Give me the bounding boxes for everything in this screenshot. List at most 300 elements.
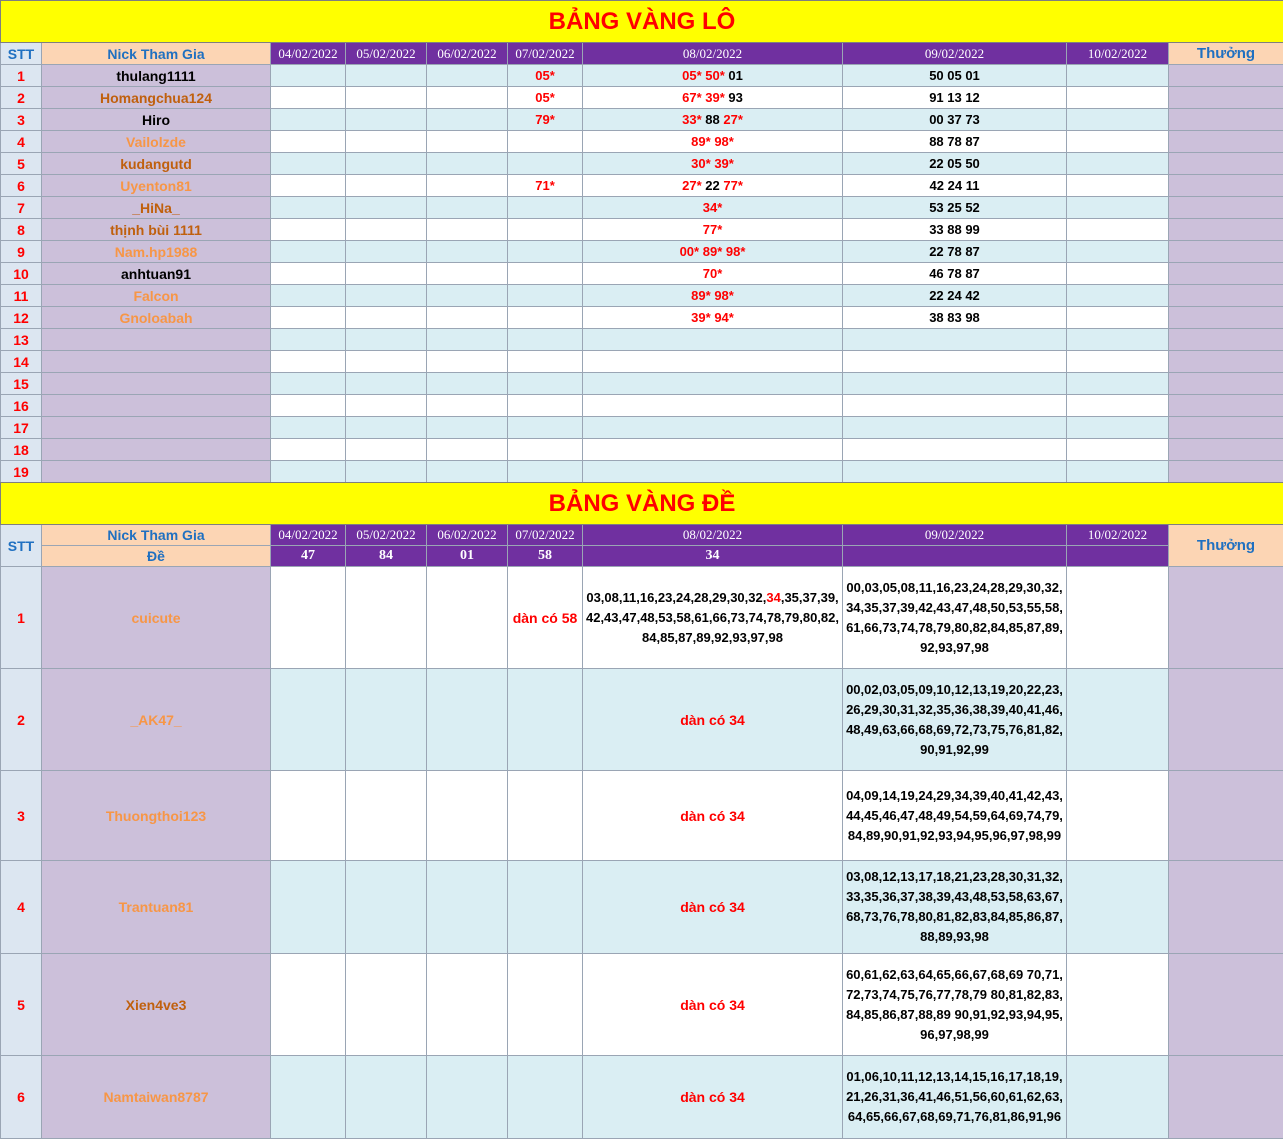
pick-cell [271, 241, 346, 263]
stt-cell: 18 [1, 439, 42, 461]
pick-cell [843, 417, 1067, 439]
pick-cell [346, 307, 427, 329]
table-row [1, 219, 1283, 241]
date-header: 09/02/2022 [843, 525, 1067, 546]
stt-cell: 14 [1, 351, 42, 373]
pick-cell [583, 461, 843, 483]
nick-cell: Hiro [42, 109, 271, 131]
nick-cell: Falcon [42, 285, 271, 307]
prize-cell [1169, 109, 1283, 131]
pick-cell [508, 241, 583, 263]
pick-number: 05* [682, 68, 702, 83]
pick-number: 98* [714, 288, 734, 303]
pick-cell [271, 417, 346, 439]
table-row [1, 417, 1283, 439]
pick-cell [271, 1056, 346, 1139]
pick-number: 01 [728, 68, 742, 83]
prize-header: Thưởng [1169, 43, 1283, 65]
pick-cell: dàn có 34 [583, 954, 843, 1056]
pick-cell [427, 219, 508, 241]
stt-cell: 6 [1, 175, 42, 197]
pick-cell [427, 1056, 508, 1139]
pick-cell [843, 461, 1067, 483]
pick-cell [1067, 219, 1169, 241]
pick-cell [508, 669, 583, 771]
nick-header: Nick Tham Gia [42, 43, 271, 65]
prize-cell [1169, 65, 1283, 87]
pick-number: 34* [703, 200, 723, 215]
pick-cell [271, 153, 346, 175]
pick-cell [1067, 461, 1169, 483]
pick-cell: 22 24 42 [843, 285, 1067, 307]
pick-list-cell: 04,09,14,19,24,29,34,39,40,41,42,43,44,45,46,47,48,49,54,59,64,69,74,79,84,89,90,91,92,93,94,95,96,97,98,99 [843, 771, 1067, 861]
de-result: 47 [271, 546, 346, 567]
date-header: 05/02/2022 [346, 525, 427, 546]
nick-cell: Trantuan81 [42, 861, 271, 954]
pick-cell [508, 175, 583, 197]
pick-number: 67* [682, 90, 702, 105]
pick-number: 05* [535, 90, 555, 105]
pick-number: 00* [680, 244, 700, 259]
prize-cell [1169, 861, 1283, 954]
stt-header: STT [1, 43, 42, 65]
pick-cell [346, 87, 427, 109]
pick-cell [346, 669, 427, 771]
pick-cell: 53 25 52 [843, 197, 1067, 219]
pick-cell [346, 395, 427, 417]
pick-cell: 91 13 12 [843, 87, 1067, 109]
prize-cell [1169, 197, 1283, 219]
nick-cell: thulang1111 [42, 65, 271, 87]
pick-number: 98* [726, 244, 746, 259]
pick-cell [1067, 285, 1169, 307]
pick-cell [427, 87, 508, 109]
pick-cell [427, 461, 508, 483]
pick-cell [346, 567, 427, 669]
pick-cell [583, 153, 843, 175]
pick-cell [1067, 373, 1169, 395]
pick-cell [1067, 351, 1169, 373]
pick-cell [427, 373, 508, 395]
prize-cell [1169, 175, 1283, 197]
prize-cell [1169, 153, 1283, 175]
pick-cell [508, 771, 583, 861]
pick-cell [346, 461, 427, 483]
stt-cell: 5 [1, 954, 42, 1056]
pick-cell [346, 771, 427, 861]
nick-cell: thịnh bùi 1111 [42, 219, 271, 241]
de-header: Đề [42, 546, 271, 567]
date-header: 07/02/2022 [508, 43, 583, 65]
pick-cell [427, 395, 508, 417]
pick-cell [1067, 395, 1169, 417]
pick-number: 50* [705, 68, 725, 83]
pick-cell [1067, 109, 1169, 131]
pick-cell: 42 24 11 [843, 175, 1067, 197]
pick-number: ,35,37,39,42,43,47,48,53,58,61,66,73,74,78,79,80,82,84,85,87,89,92,93,97,98 [586, 590, 839, 645]
de-result: 84 [346, 546, 427, 567]
pick-number: 88 [705, 112, 719, 127]
pick-cell [427, 263, 508, 285]
de-result: 58 [508, 546, 583, 567]
pick-cell [508, 263, 583, 285]
pick-number: 93 [728, 90, 742, 105]
pick-cell [427, 153, 508, 175]
pick-cell [427, 439, 508, 461]
pick-cell [583, 417, 843, 439]
nick-cell: Vailolzde [42, 131, 271, 153]
date-header: 04/02/2022 [271, 525, 346, 546]
prize-cell [1169, 329, 1283, 351]
nick-cell: Thuongthoi123 [42, 771, 271, 861]
pick-cell [271, 285, 346, 307]
pick-cell [508, 1056, 583, 1139]
prize-cell [1169, 669, 1283, 771]
pick-cell [427, 417, 508, 439]
lo-title: BẢNG VÀNG LÔ [1, 1, 1283, 43]
nick-cell [42, 461, 271, 483]
pick-number: 27* [723, 112, 743, 127]
pick-list-cell: 01,06,10,11,12,13,14,15,16,17,18,19,21,26,31,36,41,46,51,56,60,61,62,63,64,65,66,67,68,69,71,76,81,86,91,96 [843, 1056, 1067, 1139]
pick-cell [271, 219, 346, 241]
table-row [1, 197, 1283, 219]
table-row [1, 109, 1283, 131]
prize-cell [1169, 1056, 1283, 1139]
prize-cell [1169, 307, 1283, 329]
date-header: 09/02/2022 [843, 43, 1067, 65]
pick-number: 77* [723, 178, 743, 193]
pick-cell [508, 65, 583, 87]
stt-cell: 6 [1, 1056, 42, 1139]
pick-cell: dàn có 58 [508, 567, 583, 669]
pick-cell [346, 417, 427, 439]
pick-cell [508, 109, 583, 131]
pick-number: 03,08,11,16,23,24,28,29,30,32, [586, 590, 766, 605]
date-header: 05/02/2022 [346, 43, 427, 65]
pick-cell [346, 131, 427, 153]
pick-cell [271, 395, 346, 417]
pick-cell [271, 131, 346, 153]
pick-cell [508, 307, 583, 329]
de-result: 34 [583, 546, 843, 567]
pick-number: 89* [691, 288, 711, 303]
pick-cell [1067, 153, 1169, 175]
pick-cell [583, 263, 843, 285]
pick-cell [427, 241, 508, 263]
pick-cell [346, 351, 427, 373]
pick-cell [1067, 771, 1169, 861]
prize-cell [1169, 771, 1283, 861]
pick-cell [271, 461, 346, 483]
pick-cell [1067, 307, 1169, 329]
prize-cell [1169, 87, 1283, 109]
stt-cell: 2 [1, 669, 42, 771]
nick-cell [42, 373, 271, 395]
pick-cell [508, 954, 583, 1056]
de-result [1067, 546, 1169, 567]
pick-cell [271, 439, 346, 461]
stt-cell: 10 [1, 263, 42, 285]
pick-cell [843, 395, 1067, 417]
stt-cell: 3 [1, 109, 42, 131]
pick-cell [346, 285, 427, 307]
pick-cell [271, 567, 346, 669]
pick-cell [843, 439, 1067, 461]
nick-header: Nick Tham Gia [42, 525, 271, 546]
pick-cell [346, 175, 427, 197]
de-result: 01 [427, 546, 508, 567]
pick-cell: dàn có 34 [583, 669, 843, 771]
pick-cell [271, 87, 346, 109]
pick-cell [583, 87, 843, 109]
pick-cell: 38 83 98 [843, 307, 1067, 329]
pick-cell [1067, 567, 1169, 669]
prize-cell [1169, 263, 1283, 285]
pick-cell [427, 131, 508, 153]
pick-cell [346, 373, 427, 395]
pick-number: 39* [705, 90, 725, 105]
date-header: 08/02/2022 [583, 43, 843, 65]
pick-cell [583, 131, 843, 153]
date-header: 07/02/2022 [508, 525, 583, 546]
table-row [1, 87, 1283, 109]
pick-cell [346, 263, 427, 285]
table-row [1, 65, 1283, 87]
lo-table [0, 0, 1283, 483]
prize-cell [1169, 241, 1283, 263]
prize-cell [1169, 285, 1283, 307]
pick-cell [583, 439, 843, 461]
pick-number: 39* [714, 156, 734, 171]
pick-cell [508, 373, 583, 395]
nick-cell [42, 439, 271, 461]
pick-cell [1067, 263, 1169, 285]
pick-number: 39* [691, 310, 711, 325]
table-row [1, 285, 1283, 307]
prize-cell [1169, 439, 1283, 461]
pick-cell [346, 197, 427, 219]
table-row [1, 861, 1283, 954]
pick-cell [427, 197, 508, 219]
pick-cell [346, 329, 427, 351]
pick-cell [1067, 65, 1169, 87]
pick-cell: 22 78 87 [843, 241, 1067, 263]
pick-cell [1067, 241, 1169, 263]
pick-cell [508, 219, 583, 241]
pick-number: 34 [766, 590, 780, 605]
pick-cell [271, 954, 346, 1056]
pick-cell [427, 669, 508, 771]
pick-cell [508, 351, 583, 373]
pick-cell [271, 65, 346, 87]
pick-cell [271, 669, 346, 771]
table-row [1, 131, 1283, 153]
pick-cell [1067, 197, 1169, 219]
stt-cell: 19 [1, 461, 42, 483]
nick-cell [42, 351, 271, 373]
date-header: 06/02/2022 [427, 43, 508, 65]
table-row [1, 439, 1283, 461]
stt-cell: 12 [1, 307, 42, 329]
pick-cell [346, 861, 427, 954]
pick-cell [583, 175, 843, 197]
pick-cell [1067, 669, 1169, 771]
table-row [1, 771, 1283, 861]
pick-number: 05* [535, 68, 555, 83]
pick-cell [508, 285, 583, 307]
pick-cell [1067, 175, 1169, 197]
pick-cell [583, 109, 843, 131]
pick-cell [1067, 439, 1169, 461]
de-result [843, 546, 1067, 567]
pick-number: 89* [691, 134, 711, 149]
pick-cell [427, 954, 508, 1056]
pick-list-cell: 60,61,62,63,64,65,66,67,68,69 70,71,72,73,74,75,76,77,78,79 80,81,82,83,84,85,86,87,88,89 90,91,92,93,94,95,96,97,98,99 [843, 954, 1067, 1056]
date-header: 10/02/2022 [1067, 525, 1169, 546]
pick-cell [271, 351, 346, 373]
pick-cell: dàn có 34 [583, 861, 843, 954]
stt-header: STT [1, 525, 42, 567]
nick-cell: cuicute [42, 567, 271, 669]
pick-cell: dàn có 34 [583, 1056, 843, 1139]
pick-cell [427, 285, 508, 307]
prize-cell [1169, 131, 1283, 153]
pick-cell [1067, 954, 1169, 1056]
pick-list-cell: 00,02,03,05,09,10,12,13,19,20,22,23,26,29,30,31,32,35,36,38,39,40,41,46,48,49,63,66,68,69,72,73,75,76,81,82,90,91,92,99 [843, 669, 1067, 771]
pick-cell: 88 78 87 [843, 131, 1067, 153]
prize-header: Thưởng [1169, 525, 1283, 567]
nick-cell [42, 395, 271, 417]
table-row [1, 263, 1283, 285]
pick-cell [583, 241, 843, 263]
prize-cell [1169, 395, 1283, 417]
nick-cell: Gnoloabah [42, 307, 271, 329]
de-title: BẢNG VÀNG ĐỀ [1, 483, 1283, 525]
table-row [1, 954, 1283, 1056]
pick-cell [427, 109, 508, 131]
table-row [1, 241, 1283, 263]
pick-cell [346, 954, 427, 1056]
pick-cell [508, 439, 583, 461]
pick-cell [1067, 87, 1169, 109]
stt-cell: 16 [1, 395, 42, 417]
pick-cell [346, 1056, 427, 1139]
date-header: 04/02/2022 [271, 43, 346, 65]
date-header: 10/02/2022 [1067, 43, 1169, 65]
stt-cell: 4 [1, 131, 42, 153]
nick-cell: _AK47_ [42, 669, 271, 771]
pick-cell [1067, 329, 1169, 351]
pick-cell: 33 88 99 [843, 219, 1067, 241]
pick-cell [843, 329, 1067, 351]
nick-cell: Xien4ve3 [42, 954, 271, 1056]
pick-cell [508, 197, 583, 219]
pick-number: 22 [705, 178, 719, 193]
pick-cell [427, 175, 508, 197]
nick-cell [42, 417, 271, 439]
prize-cell [1169, 373, 1283, 395]
pick-number: 71* [535, 178, 555, 193]
table-row [1, 307, 1283, 329]
pick-cell [583, 329, 843, 351]
pick-cell: 22 05 50 [843, 153, 1067, 175]
table-row [1, 175, 1283, 197]
prize-cell [1169, 954, 1283, 1056]
pick-cell [1067, 1056, 1169, 1139]
pick-cell [843, 351, 1067, 373]
pick-cell [583, 219, 843, 241]
pick-number: 89* [703, 244, 723, 259]
pick-cell [346, 439, 427, 461]
pick-cell [843, 373, 1067, 395]
date-header: 08/02/2022 [583, 525, 843, 546]
pick-cell [1067, 861, 1169, 954]
table-row [1, 1056, 1283, 1139]
pick-cell [271, 329, 346, 351]
pick-cell [508, 861, 583, 954]
pick-cell [508, 153, 583, 175]
pick-number: 27* [682, 178, 702, 193]
pick-cell [583, 373, 843, 395]
pick-cell [583, 351, 843, 373]
table-row [1, 153, 1283, 175]
pick-cell [427, 861, 508, 954]
pick-list-cell: 00,03,05,08,11,16,23,24,28,29,30,32,34,35,37,39,42,43,47,48,50,53,55,58,61,66,73,74,78,79,80,82,84,85,87,89,92,93,97,98 [843, 567, 1067, 669]
pick-cell [583, 65, 843, 87]
stt-cell: 4 [1, 861, 42, 954]
stt-cell: 15 [1, 373, 42, 395]
pick-cell [1067, 417, 1169, 439]
pick-cell [271, 373, 346, 395]
prize-cell [1169, 351, 1283, 373]
table-row [1, 395, 1283, 417]
pick-cell: dàn có 34 [583, 771, 843, 861]
pick-cell [346, 65, 427, 87]
pick-number: 70* [703, 266, 723, 281]
pick-cell [346, 241, 427, 263]
pick-cell [271, 175, 346, 197]
pick-cell: 00 37 73 [843, 109, 1067, 131]
pick-number: 98* [714, 134, 734, 149]
pick-number: 30* [691, 156, 711, 171]
nick-cell [42, 329, 271, 351]
nick-cell: anhtuan91 [42, 263, 271, 285]
pick-cell [1067, 131, 1169, 153]
pick-cell [583, 197, 843, 219]
nick-cell: Homangchua124 [42, 87, 271, 109]
prize-cell [1169, 219, 1283, 241]
pick-cell [271, 263, 346, 285]
pick-cell [271, 861, 346, 954]
prize-cell [1169, 567, 1283, 669]
de-table [0, 482, 1283, 1139]
stt-cell: 3 [1, 771, 42, 861]
stt-cell: 8 [1, 219, 42, 241]
pick-cell [427, 329, 508, 351]
pick-cell [346, 219, 427, 241]
table-row [1, 669, 1283, 771]
pick-cell [271, 771, 346, 861]
stt-cell: 7 [1, 197, 42, 219]
prize-cell [1169, 417, 1283, 439]
prize-cell [1169, 461, 1283, 483]
stt-cell: 1 [1, 567, 42, 669]
table-row [1, 567, 1283, 669]
pick-cell [427, 567, 508, 669]
pick-cell [508, 461, 583, 483]
pick-cell [271, 197, 346, 219]
pick-cell [427, 307, 508, 329]
